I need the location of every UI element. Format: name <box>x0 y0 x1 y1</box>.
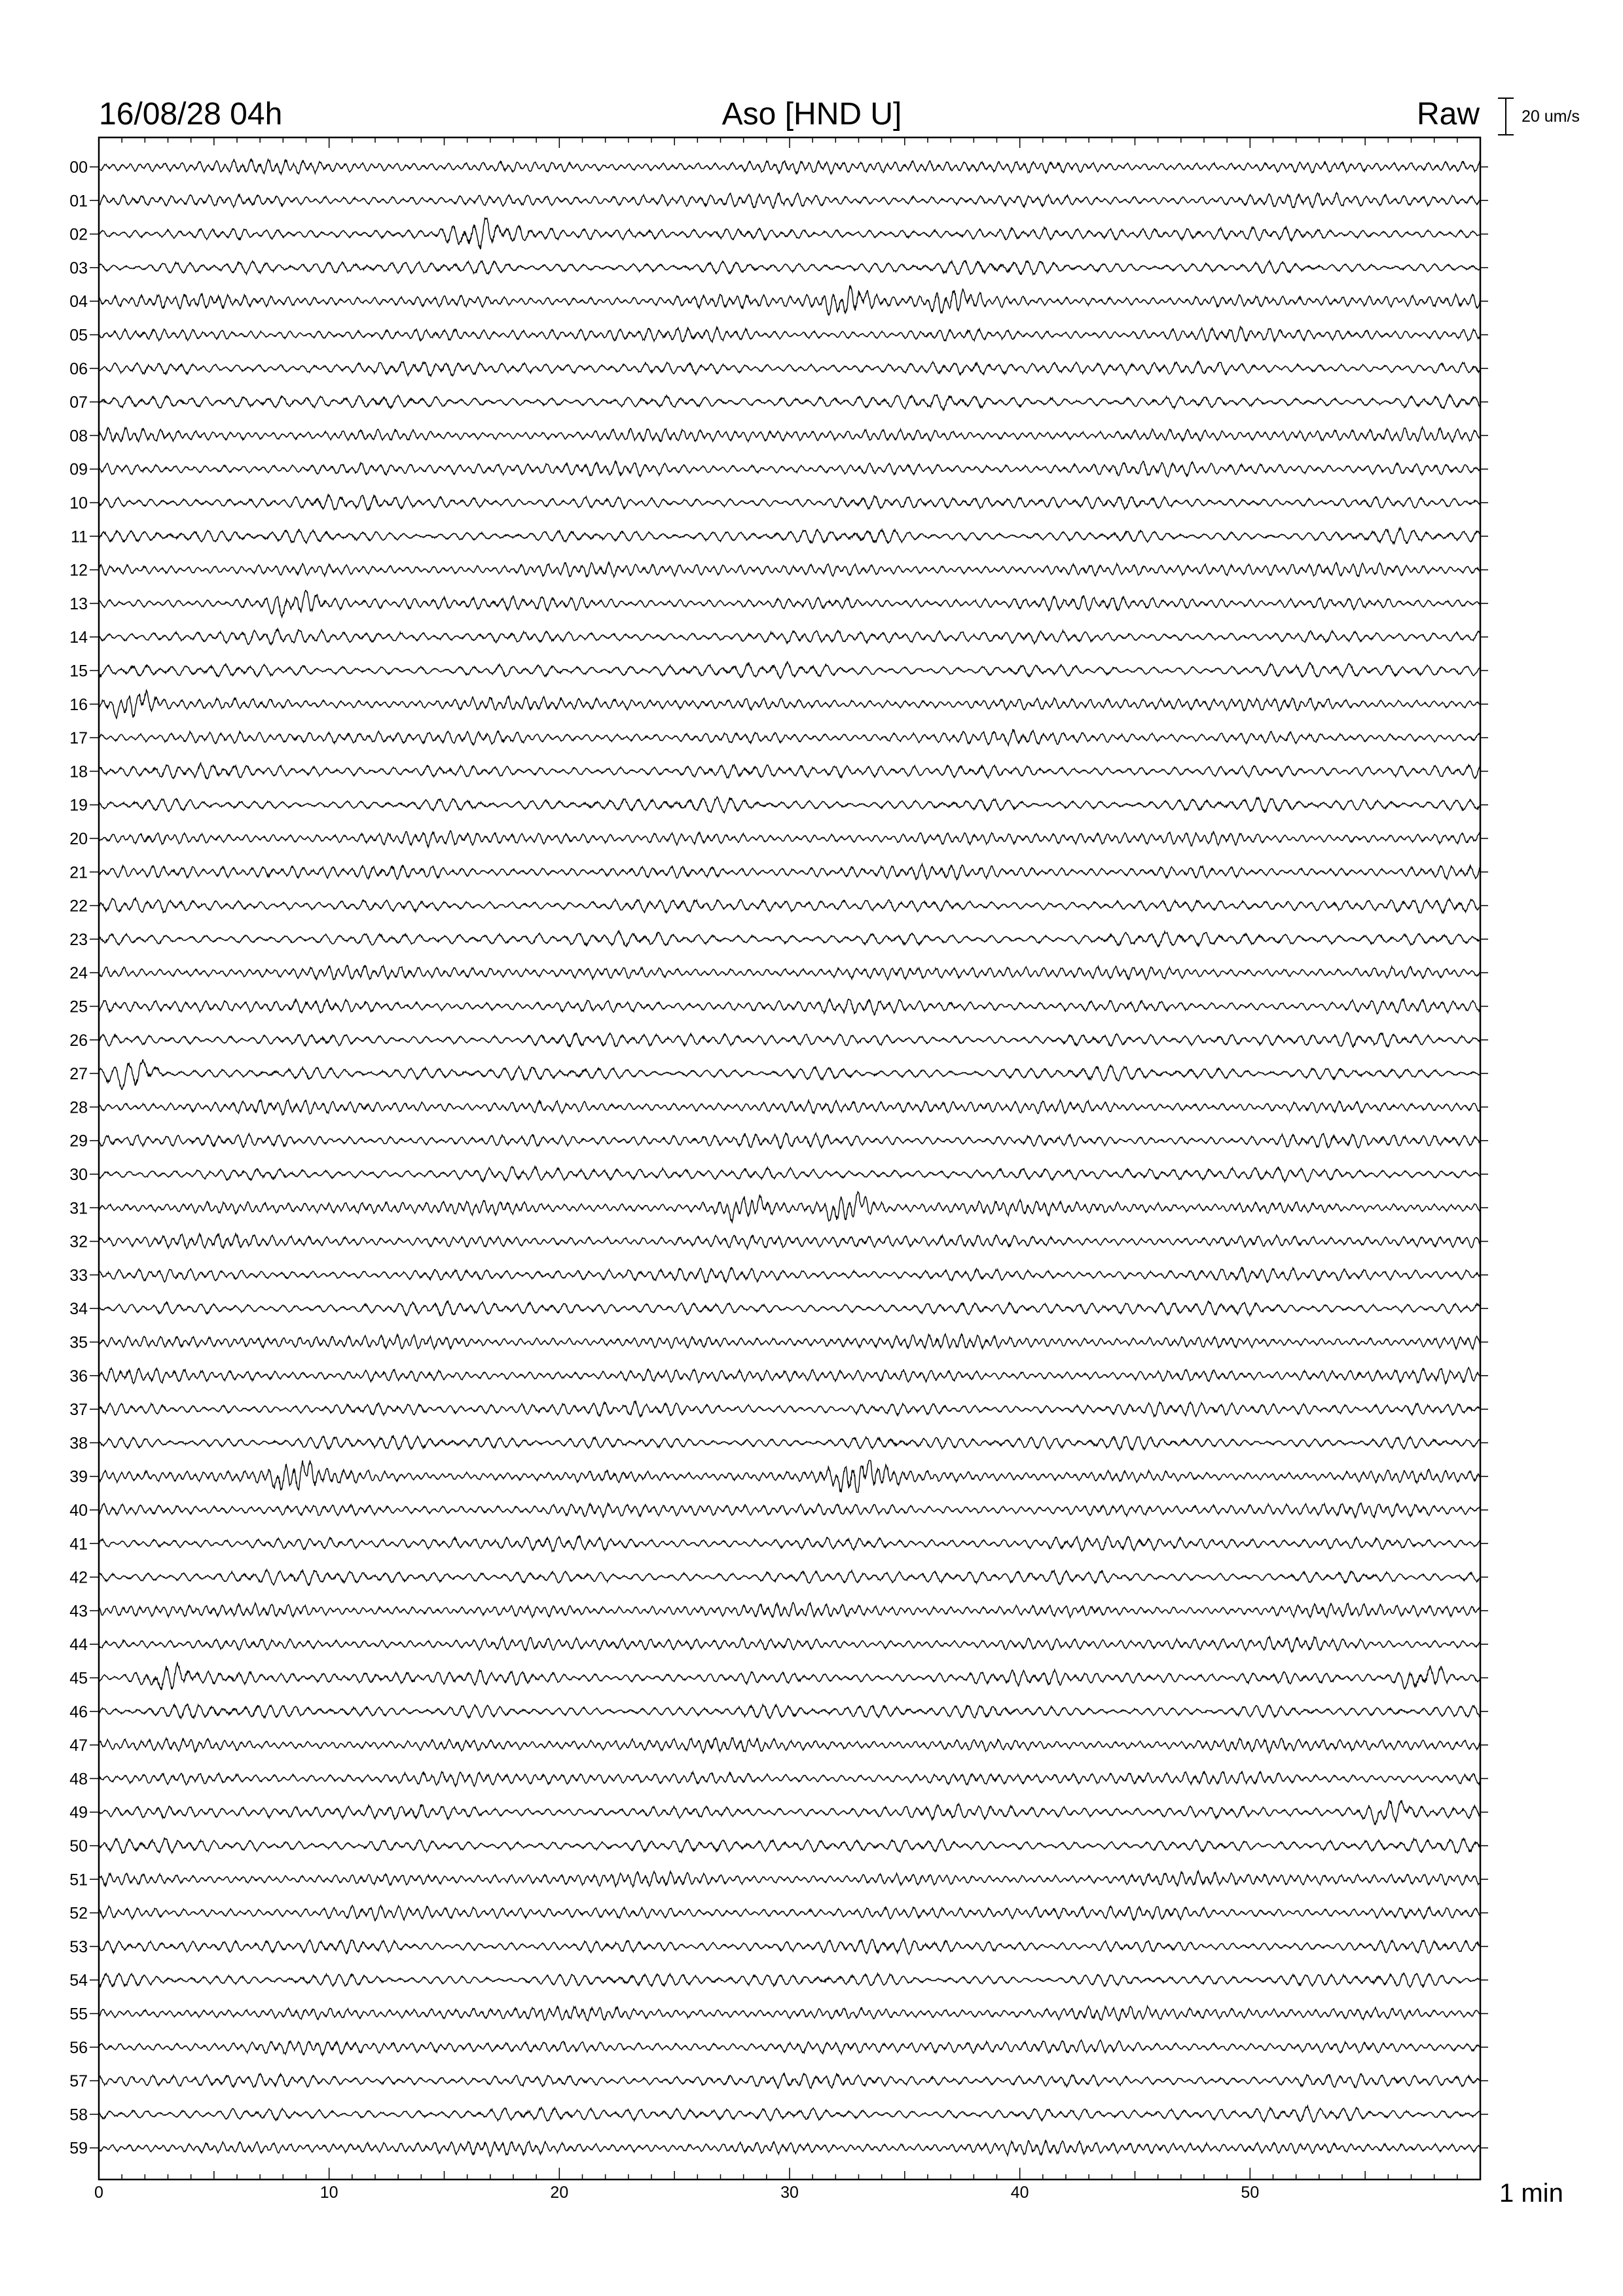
row-label-12: 12 <box>69 561 88 580</box>
trace-row-35 <box>99 1334 1480 1349</box>
trace-row-18 <box>99 763 1480 779</box>
row-label-28: 28 <box>69 1098 88 1117</box>
trace-row-11 <box>99 528 1480 544</box>
row-label-58: 58 <box>69 2106 88 2125</box>
row-label-48: 48 <box>69 1770 88 1789</box>
row-label-18: 18 <box>69 762 88 781</box>
x-tick-label-40: 40 <box>1010 2183 1029 2202</box>
row-label-59: 59 <box>69 2139 88 2158</box>
trace-row-32 <box>99 1234 1480 1249</box>
row-label-00: 00 <box>69 158 88 177</box>
row-label-42: 42 <box>69 1568 88 1587</box>
row-label-23: 23 <box>69 930 88 949</box>
row-label-49: 49 <box>69 1803 88 1822</box>
trace-row-07 <box>99 395 1480 410</box>
row-label-56: 56 <box>69 2038 88 2057</box>
row-labels-group <box>69 158 1488 2158</box>
trace-row-48 <box>99 1771 1480 1786</box>
trace-row-10 <box>99 495 1480 511</box>
row-label-57: 57 <box>69 2072 88 2091</box>
row-label-07: 07 <box>69 393 88 412</box>
trace-row-21 <box>99 864 1480 880</box>
trace-row-54 <box>99 1973 1480 1988</box>
header-station: Aso [HND U] <box>721 97 902 132</box>
plot-frame <box>99 137 1480 2179</box>
scale-label: 20 um/s <box>1522 107 1580 126</box>
trace-row-13 <box>99 590 1480 617</box>
top-minor-ticks <box>99 137 1480 148</box>
trace-row-00 <box>99 158 1480 174</box>
row-label-01: 01 <box>69 192 88 211</box>
row-label-33: 33 <box>69 1266 88 1285</box>
row-label-21: 21 <box>69 863 88 882</box>
trace-row-41 <box>99 1535 1480 1551</box>
trace-row-19 <box>99 797 1480 812</box>
row-label-29: 29 <box>69 1132 88 1151</box>
trace-row-26 <box>99 1032 1480 1047</box>
header-mode: Raw <box>1416 97 1480 132</box>
trace-row-42 <box>99 1570 1480 1585</box>
row-label-45: 45 <box>69 1669 88 1688</box>
row-label-20: 20 <box>69 830 88 848</box>
row-label-32: 32 <box>69 1232 88 1251</box>
trace-row-50 <box>99 1838 1480 1853</box>
trace-row-22 <box>99 897 1480 913</box>
trace-row-15 <box>99 662 1480 679</box>
row-label-08: 08 <box>69 427 88 446</box>
row-label-26: 26 <box>69 1031 88 1050</box>
row-label-52: 52 <box>69 1904 88 1923</box>
row-label-05: 05 <box>69 326 88 345</box>
row-label-46: 46 <box>69 1702 88 1721</box>
row-label-41: 41 <box>69 1535 88 1554</box>
trace-row-59 <box>99 2141 1480 2157</box>
trace-row-33 <box>99 1267 1480 1283</box>
trace-row-06 <box>99 361 1480 376</box>
row-label-03: 03 <box>69 259 88 278</box>
row-label-10: 10 <box>69 494 88 512</box>
trace-row-16 <box>99 691 1480 719</box>
row-label-36: 36 <box>69 1367 88 1386</box>
row-label-04: 04 <box>69 293 88 312</box>
x-tick-label-50: 50 <box>1241 2183 1260 2202</box>
row-label-37: 37 <box>69 1401 88 1420</box>
row-label-13: 13 <box>69 594 88 613</box>
trace-row-01 <box>99 192 1480 208</box>
row-label-43: 43 <box>69 1602 88 1621</box>
row-label-25: 25 <box>69 997 88 1016</box>
trace-row-37 <box>99 1401 1480 1417</box>
trace-row-51 <box>99 1871 1480 1887</box>
row-label-39: 39 <box>69 1467 88 1486</box>
trace-row-30 <box>99 1166 1480 1181</box>
traces-group <box>99 158 1480 2157</box>
trace-row-44 <box>99 1637 1480 1653</box>
trace-row-45 <box>99 1662 1480 1690</box>
x-axis-group <box>94 2168 1480 2202</box>
row-label-50: 50 <box>69 1837 88 1856</box>
trace-row-25 <box>99 999 1480 1015</box>
row-label-44: 44 <box>69 1636 88 1655</box>
trace-row-43 <box>99 1602 1480 1617</box>
trace-row-24 <box>99 965 1480 980</box>
row-label-53: 53 <box>69 1937 88 1956</box>
row-label-30: 30 <box>69 1166 88 1184</box>
row-label-47: 47 <box>69 1736 88 1755</box>
trace-row-56 <box>99 2040 1480 2055</box>
row-label-27: 27 <box>69 1065 88 1084</box>
row-label-35: 35 <box>69 1333 88 1352</box>
trace-row-14 <box>99 629 1480 645</box>
trace-row-57 <box>99 2073 1480 2089</box>
row-label-40: 40 <box>69 1501 88 1520</box>
trace-row-39 <box>99 1460 1480 1492</box>
trace-row-49 <box>99 1801 1480 1825</box>
row-label-31: 31 <box>69 1199 88 1218</box>
trace-row-31 <box>99 1192 1480 1223</box>
x-tick-label-30: 30 <box>780 2183 799 2202</box>
x-tick-label-0: 0 <box>94 2183 103 2202</box>
x-tick-label-10: 10 <box>319 2183 338 2202</box>
trace-row-08 <box>99 427 1480 442</box>
trace-row-17 <box>99 730 1480 745</box>
row-label-34: 34 <box>69 1300 88 1319</box>
row-label-15: 15 <box>69 662 88 681</box>
x-tick-label-20: 20 <box>550 2183 569 2202</box>
trace-row-58 <box>99 2106 1480 2122</box>
trace-row-52 <box>99 1905 1480 1921</box>
row-label-51: 51 <box>69 1871 88 1890</box>
trace-row-12 <box>99 562 1480 577</box>
row-label-14: 14 <box>69 628 88 647</box>
row-label-19: 19 <box>69 796 88 815</box>
trace-row-04 <box>99 285 1480 315</box>
row-label-11: 11 <box>71 528 88 547</box>
trace-row-23 <box>99 931 1480 947</box>
trace-row-40 <box>99 1503 1480 1518</box>
trace-row-55 <box>99 2006 1480 2021</box>
trace-row-27 <box>99 1059 1480 1089</box>
trace-row-28 <box>99 1100 1480 1115</box>
trace-row-53 <box>99 1939 1480 1954</box>
x-unit-label: 1 min <box>1499 2179 1563 2208</box>
trace-row-36 <box>99 1367 1480 1384</box>
row-label-22: 22 <box>69 897 88 916</box>
trace-row-34 <box>99 1301 1480 1316</box>
row-label-38: 38 <box>69 1434 88 1453</box>
row-label-24: 24 <box>69 964 88 983</box>
scale-bar <box>1498 98 1514 135</box>
row-label-16: 16 <box>69 695 88 714</box>
trace-row-03 <box>99 260 1480 275</box>
trace-row-20 <box>99 831 1480 847</box>
trace-row-38 <box>99 1435 1480 1450</box>
row-label-02: 02 <box>69 225 88 244</box>
row-label-09: 09 <box>69 460 88 479</box>
trace-row-09 <box>99 461 1480 477</box>
row-label-54: 54 <box>69 1971 88 1990</box>
trace-row-29 <box>99 1133 1480 1149</box>
row-label-55: 55 <box>69 2005 88 2024</box>
header-datetime: 16/08/28 04h <box>99 97 283 132</box>
trace-row-02 <box>99 218 1480 249</box>
row-label-06: 06 <box>69 359 88 378</box>
row-label-17: 17 <box>69 729 88 748</box>
trace-row-47 <box>99 1737 1480 1753</box>
trace-row-05 <box>99 327 1480 342</box>
trace-row-46 <box>99 1704 1480 1718</box>
